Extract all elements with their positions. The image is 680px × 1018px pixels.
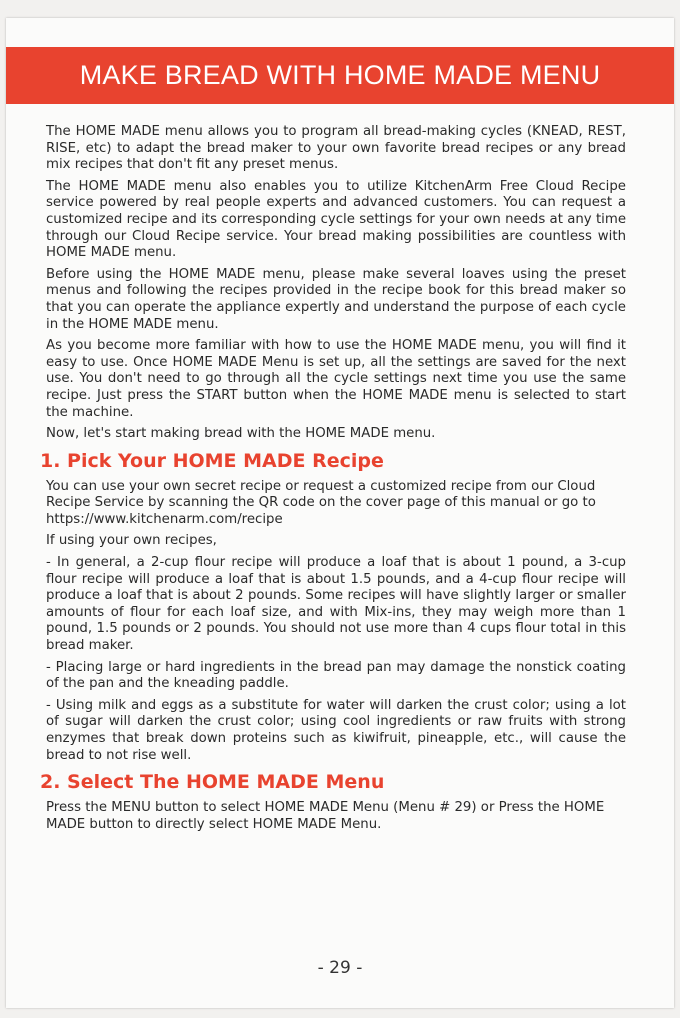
- page-number: - 29 -: [317, 958, 363, 978]
- intro-paragraph-1: The HOME MADE menu allows you to program all bread-making cycles (KNEAD, REST, RISE, etc) to adapt the bread maker to your own favorite bread recipes or any bread mix recipes that don't fit any preset menus.: [46, 124, 626, 173]
- intro-paragraph-5: Now, let's start making bread with the HOME MADE menu.: [46, 426, 436, 442]
- section-2-heading: 2. Select The HOME MADE Menu: [40, 771, 385, 794]
- intro-paragraph-3: Before using the HOME MADE menu, please make several loaves using the preset menus and following the recipes provided in the recipe book for this bread maker so that you can operate the appliance expertly and understand the purpose of each cycle in the HOME MADE menu.: [46, 266, 626, 332]
- title-banner: [6, 47, 674, 104]
- intro-paragraph-4: As you become more familiar with how to use the HOME MADE menu, you will find it easy to use. Once HOME MADE Menu is set up, all the settings are saved for the next use. You don't need to go through all the cycle settings next time you use the same recipe. Just press the START button when the HOME MADE menu is selected to start the machine.: [46, 338, 626, 420]
- intro-paragraph-2: The HOME MADE menu also enables you to utilize KitchenArm Free Cloud Recipe service powered by real people experts and advanced customers. You can request a customized recipe and its corresponding cycle settings for your own needs at any time through our Cloud Recipe service. Your bread making possibilities are countless with HOME MADE menu.: [46, 178, 626, 261]
- section-1-bullet-3: - Using milk and eggs as a substitute for water will darken the crust color; using a lot of sugar will darken the crust color; using cool ingredients or raw fruits with strong enzymes that break down proteins such as kiwifruit, pineapple, etc., will cause the bread to not rise well.: [46, 697, 626, 763]
- page-title: MAKE BREAD WITH HOME MADE MENU: [79, 60, 601, 90]
- page-content: [40, 124, 626, 838]
- section-1-heading: 1. Pick Your HOME MADE Recipe: [40, 449, 384, 472]
- section-2-paragraph-1: Press the MENU button to select HOME MADE Menu (Menu # 29) or Press the HOME MADE button to directly select HOME MADE Menu.: [46, 800, 605, 832]
- section-1-bullet-2: - Placing large or hard ingredients in the bread pan may damage the nonstick coating of the pan and the kneading paddle.: [46, 659, 626, 692]
- section-1-paragraph-2: If using your own recipes,: [46, 533, 217, 549]
- section-1-paragraph-1: You can use your own secret recipe or request a customized recipe from our Cloud Recipe Service by scanning the QR code on the cover page of this manual or go to https://www.kitchenarm.com/recipe: [46, 478, 596, 527]
- section-1-bullet-1: - In general, a 2-cup flour recipe will produce a loaf that is about 1 pound, a 3-cup flour recipe will produce a loaf that is about 1.5 pounds, and a 4-cup flour recipe will produce a loaf that is about 2 pounds. Some recipes will have slightly larger or smaller amounts of flour for each loaf size, and with Mix-ins, they may weigh more than 1 pound, 1.5 pounds or 2 pounds. You should not use more than 4 cups flour total in this bread maker.: [46, 555, 626, 654]
